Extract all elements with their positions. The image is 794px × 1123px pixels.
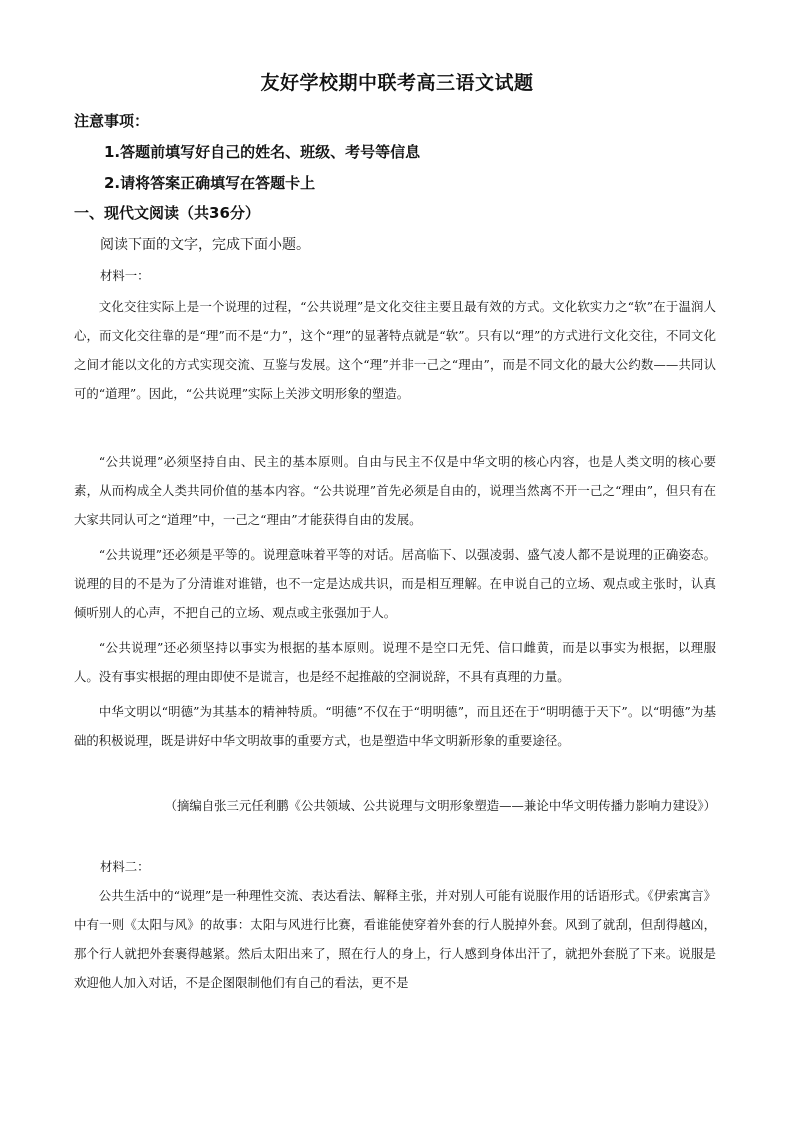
section-instruction: 阅读下面的文字，完成下面小题。: [100, 237, 310, 253]
material-one-label: 材料一：: [100, 268, 150, 283]
exam-title: 友好学校期中联考高三语文试题: [260, 72, 534, 94]
material-one-paragraph: “公共说理”还必须坚持以事实为根据的基本原则。说理不是空口无凭、信口雌黄，而是以事实为根据，以理服人。没有事实根据的理由即使不是谎言，也是经不起推敲的空洞说辞，不具有真理的力量。: [74, 640, 716, 684]
material-one-citation: （摘编自张三元任利鹏《公共领域、公共说理与文明形象塑造——兼论中华文明传播力影响力建设》）: [164, 798, 716, 813]
material-one-paragraph: 中华文明以“明德”为其基本的精神特质。“明德”不仅在于“明明德”，而且还在于“明明德于天下”。以“明德”为基础的积极说理，既是讲好中华文明故事的重要方式，也是塑造中华文明新形象的重要途径。: [74, 704, 716, 748]
notice-heading: 注意事项：: [74, 112, 150, 130]
material-two-paragraph: 公共生活中的“说理”是一种理性交流、表达看法、解释主张，并对别人可能有说服作用的话语形式。《伊索寓言》中有一则《太阳与风》的故事：太阳与风进行比赛，看谁能使穿着外套的行人脱掉外套。风到了就刮，但刮得越凶，那个行人就把外套裹得越紧。然后太阳出来了，照在行人的身上，行人感到身体出汗了，就把外套脱了下来。说服是欢迎他人加入对话，不是企图限制他们有自己的看法，更不是: [74, 888, 716, 990]
section-heading: 一、现代文阅读（共36分）: [74, 204, 260, 222]
material-two-label: 材料二：: [100, 859, 150, 874]
notice-item-1: 1.答题前填写好自己的姓名、班级、考号等信息: [104, 143, 421, 161]
material-one-paragraph: 文化交往实际上是一个说理的过程，“公共说理”是文化交往主要且最有效的方式。文化软实力之“软”在于温润人心，而文化交往靠的是“理”而不是“力”，这个“理”的显著特点就是“软”。只有以“理”的方式进行文化交往，不同文化之间才能以文化的方式实现交流、互鉴与发展。这个“理”并非一己之“理由”，而是不同文化的最大公约数——共同认可的“道理”。因此，“公共说理”实际上关涉文明形象的塑造。: [74, 299, 716, 401]
material-one-paragraph: “公共说理”还必须是平等的。说理意味着平等的对话。居高临下、以强凌弱、盛气凌人都不是说理的正确姿态。说理的目的不是为了分清谁对谁错，也不一定是达成共识，而是相互理解。在申说自己的立场、观点或主张时，认真倾听别人的心声，不把自己的立场、观点或主张强加于人。: [74, 547, 716, 620]
material-one-paragraph: “公共说理”必须坚持自由、民主的基本原则。自由与民主不仅是中华文明的核心内容，也是人类文明的核心要素，从而构成全人类共同价值的基本内容。“公共说理”首先必须是自由的，说理当然离不开一己之“理由”，但只有在大家共同认可之“道理”中，一己之“理由”才能获得自由的发展。: [74, 454, 716, 527]
notice-item-2: 2.请将答案正确填写在答题卡上: [104, 174, 316, 192]
